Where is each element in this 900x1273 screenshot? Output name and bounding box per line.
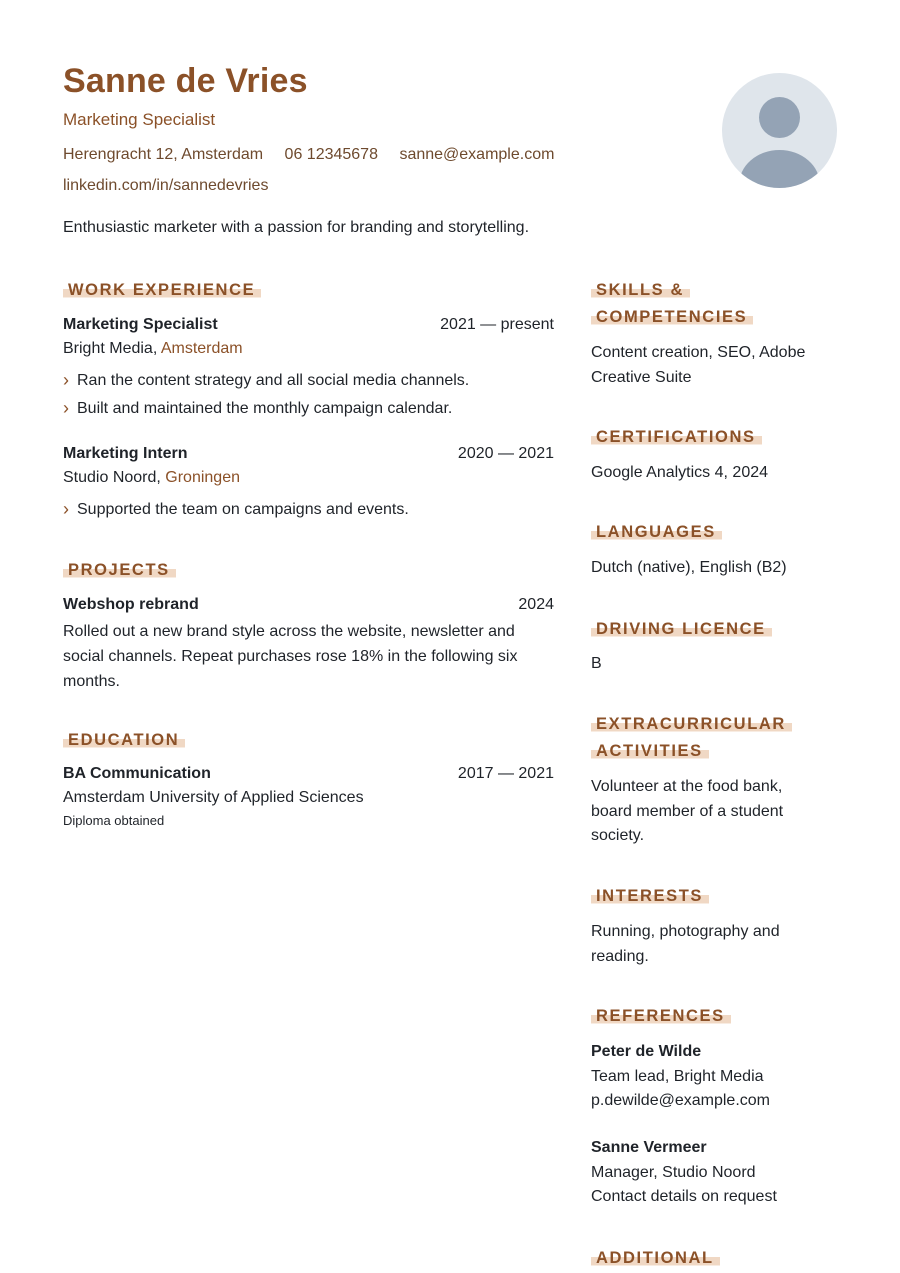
interests-text: Running, photography and reading. bbox=[591, 923, 780, 965]
degree: BA Communication bbox=[63, 765, 211, 782]
education-note: Diploma obtained bbox=[63, 813, 165, 828]
education-entry bbox=[63, 765, 554, 828]
reference-role: Manager, Studio Noord bbox=[591, 1163, 756, 1181]
avatar-body bbox=[739, 150, 820, 188]
list-item: › Built and maintained the monthly campaign calendar. bbox=[63, 395, 554, 423]
job-dates: 2020 — 2021 bbox=[457, 445, 554, 462]
extracurricular-text: Volunteer at the food bank, board member of a student society. bbox=[591, 778, 784, 844]
job-entry bbox=[63, 445, 554, 524]
project-description: Rolled out a new brand style across the website, newsletter and social channels. Repeat purchases rose 18% in the following six months. bbox=[63, 623, 518, 690]
job-dates: 2021 — present bbox=[440, 316, 554, 333]
reference-contact[interactable]: p.dewilde@example.com bbox=[591, 1092, 770, 1109]
section-title-education: EDUCATION bbox=[63, 727, 185, 754]
job-company: Bright Media, Amsterdam bbox=[63, 340, 243, 357]
section-title-languages: LANGUAGES bbox=[591, 519, 722, 546]
languages-text: Dutch (native), English (B2) bbox=[591, 559, 787, 576]
education-dates: 2017 — 2021 bbox=[457, 765, 554, 782]
certifications-text: Google Analytics 4, 2024 bbox=[591, 464, 769, 481]
job-location: Amsterdam bbox=[160, 340, 243, 357]
section-title-references: REFERENCES bbox=[591, 1003, 731, 1030]
reference-entry bbox=[591, 1040, 821, 1114]
reference-role: Team lead, Bright Media bbox=[591, 1067, 764, 1085]
candidate-name: Sanne de Vries bbox=[63, 62, 308, 100]
address: Herengracht 12, Amsterdam bbox=[63, 146, 264, 163]
contact-line bbox=[63, 146, 571, 164]
reference-entry bbox=[591, 1136, 821, 1210]
section-title-extracurricular: EXTRACURRICULAR ACTIVITIES bbox=[591, 711, 792, 765]
job-title: Marketing Specialist bbox=[63, 316, 218, 333]
reference-contact: Contact details on request bbox=[591, 1188, 777, 1205]
section-title-skills: SKILLS & COMPETENCIES bbox=[591, 277, 753, 331]
section-title-additional: ADDITIONAL bbox=[591, 1245, 720, 1272]
skills-text: Content creation, SEO, Adobe Creative Suite bbox=[591, 344, 806, 386]
user-placeholder-icon bbox=[722, 73, 837, 188]
section-title-projects: PROJECTS bbox=[63, 557, 176, 584]
job-title: Marketing Intern bbox=[63, 445, 188, 462]
job-bullets bbox=[63, 496, 554, 524]
linkedin-link[interactable]: linkedin.com/in/sannedevries bbox=[63, 177, 269, 194]
job-location: Groningen bbox=[165, 469, 240, 486]
avatar-head bbox=[759, 97, 800, 138]
project-year: 2024 bbox=[518, 596, 554, 613]
job-company: Studio Noord, Groningen bbox=[63, 469, 240, 486]
school: Amsterdam University of Applied Sciences bbox=[63, 789, 364, 806]
job-entry bbox=[63, 316, 554, 423]
section-title-driving-licence: DRIVING LICENCE bbox=[591, 616, 772, 643]
reference-name: Sanne Vermeer bbox=[591, 1139, 707, 1156]
project-entry bbox=[63, 596, 554, 694]
candidate-role: Marketing Specialist bbox=[63, 110, 216, 129]
reference-name: Peter de Wilde bbox=[591, 1043, 702, 1060]
section-title-certifications: CERTIFICATIONS bbox=[591, 424, 762, 451]
profile-summary: Enthusiastic marketer with a passion for branding and storytelling. bbox=[63, 219, 530, 236]
list-item: › Ran the content strategy and all social media channels. bbox=[63, 367, 554, 395]
driving-licence-text: B bbox=[591, 655, 602, 672]
email[interactable]: sanne@example.com bbox=[399, 146, 555, 163]
phone: 06 12345678 bbox=[284, 146, 378, 163]
job-bullets bbox=[63, 367, 554, 423]
project-title: Webshop rebrand bbox=[63, 596, 199, 613]
section-title-work: WORK EXPERIENCE bbox=[63, 277, 261, 304]
list-item: › Supported the team on campaigns and events. bbox=[63, 496, 554, 524]
section-title-interests: INTERESTS bbox=[591, 883, 709, 910]
